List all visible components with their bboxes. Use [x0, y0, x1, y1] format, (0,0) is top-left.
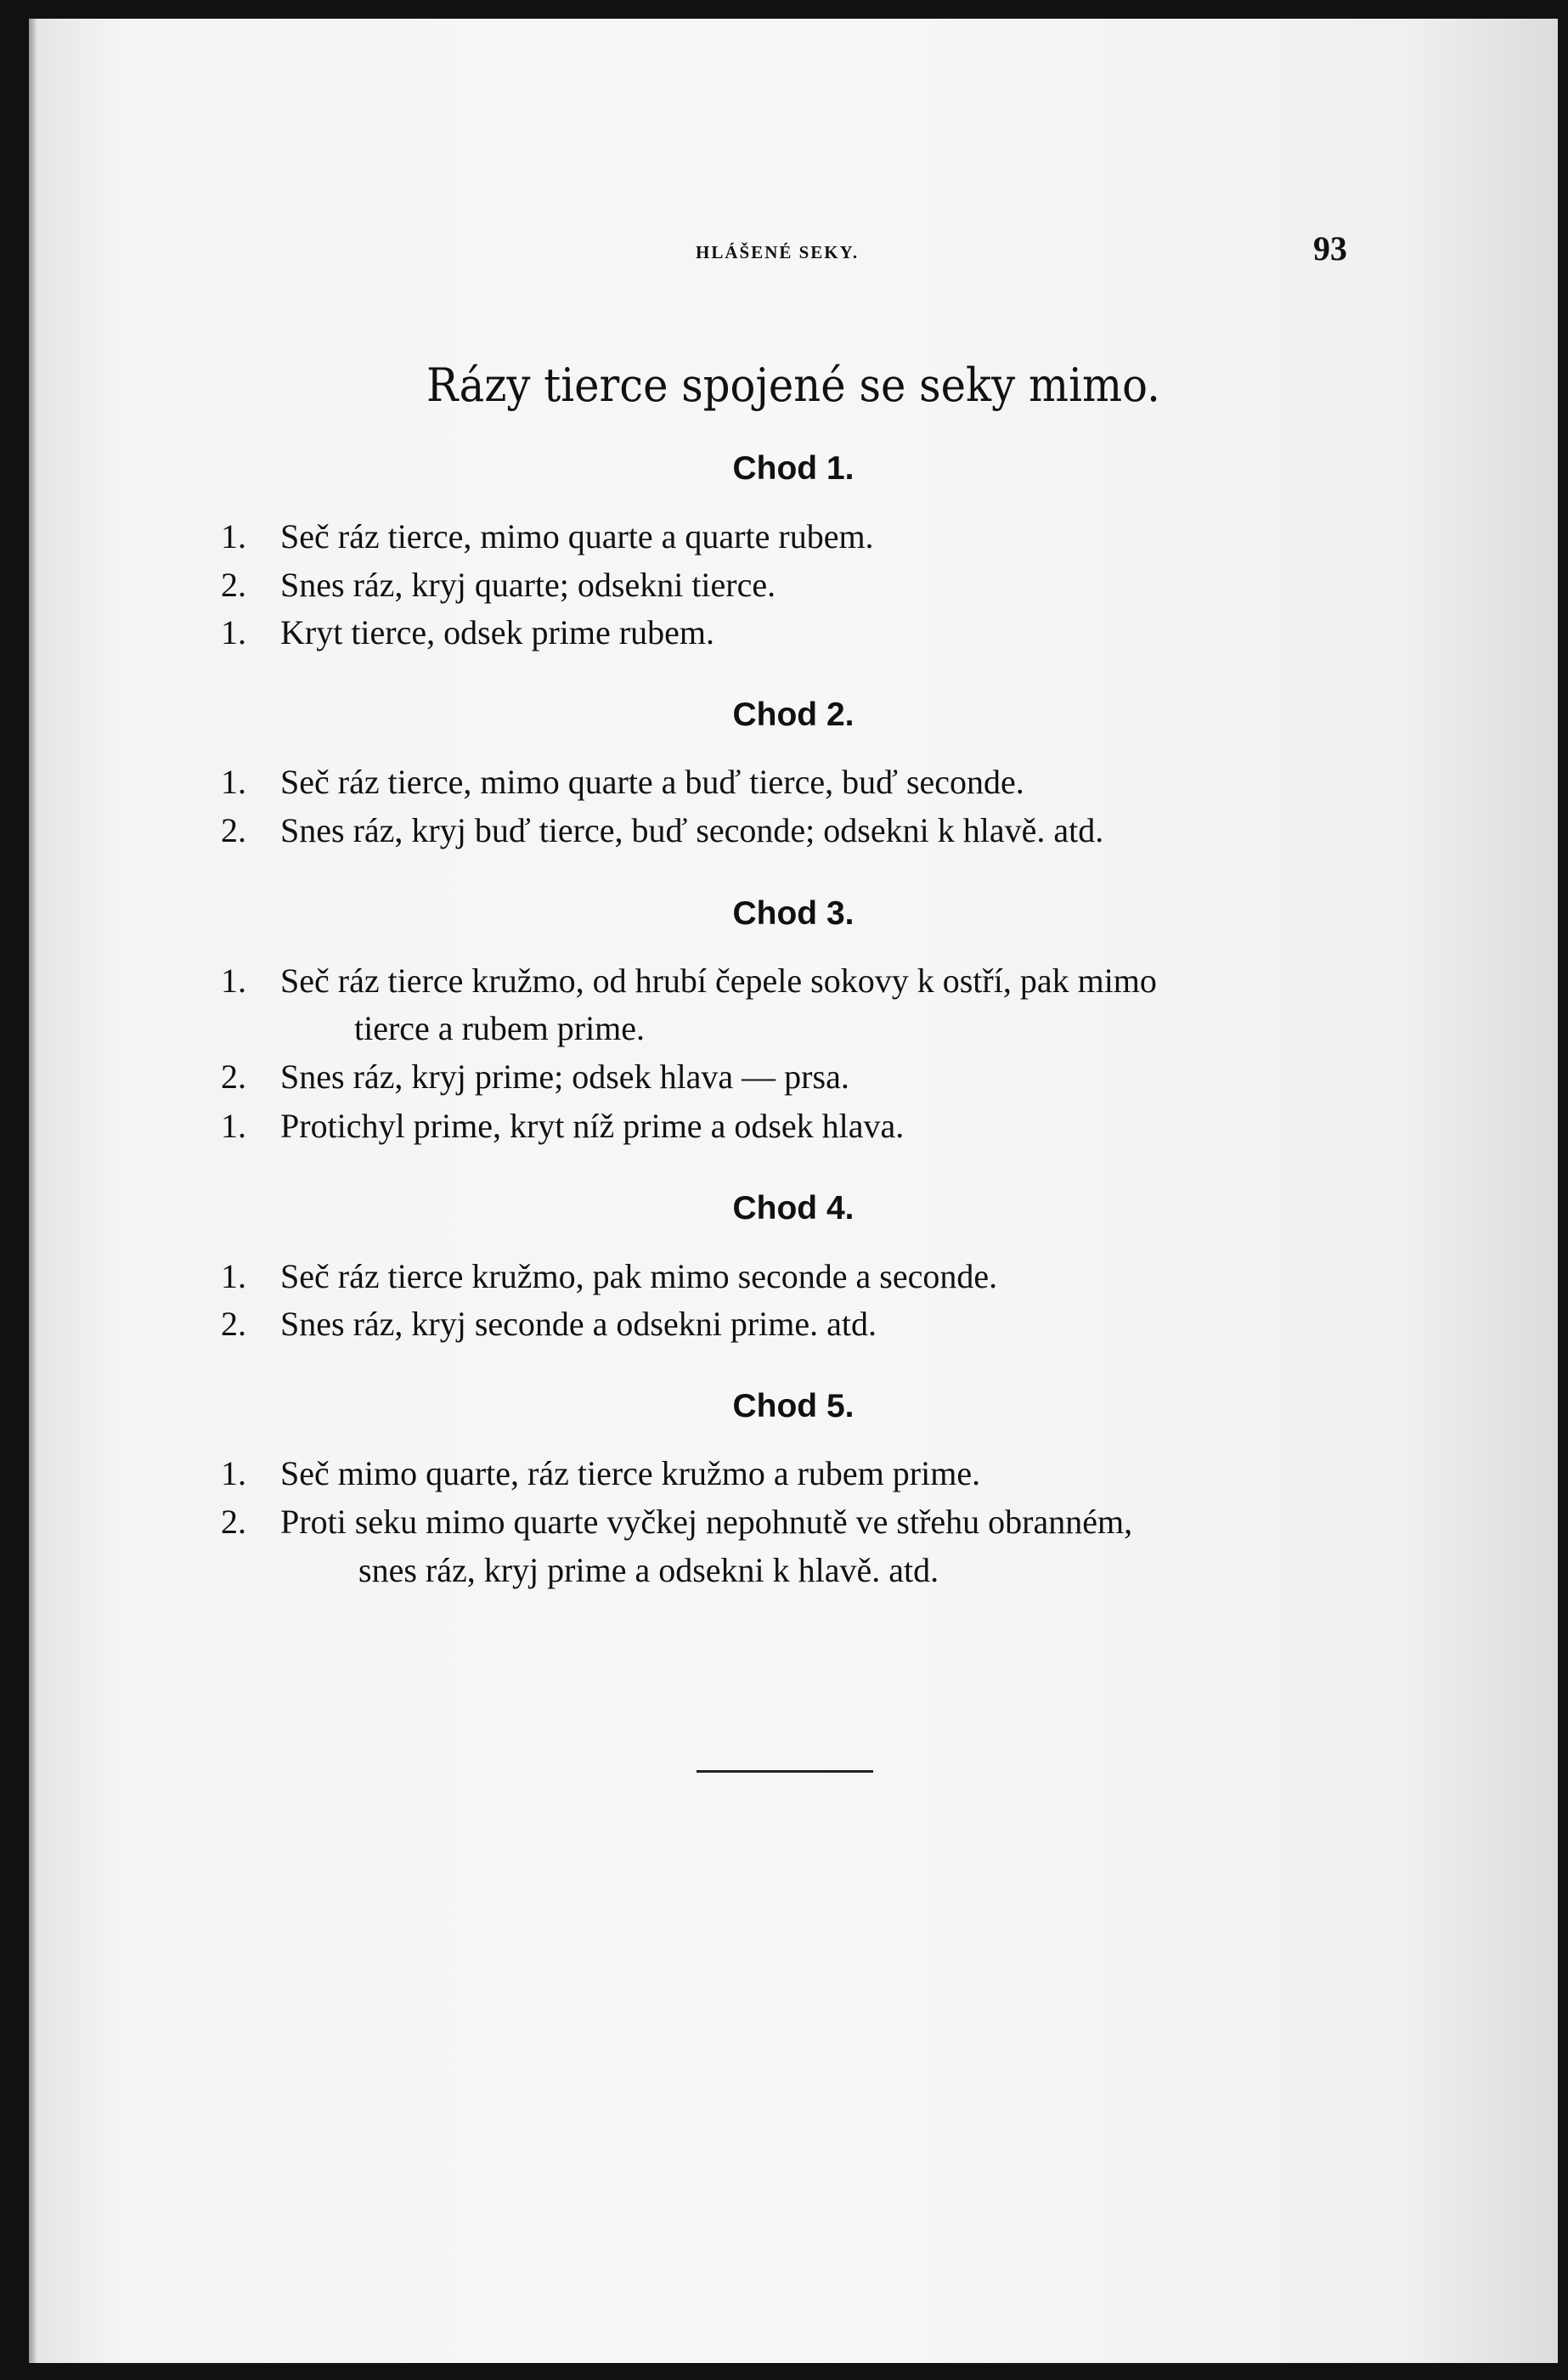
book-page [29, 19, 1558, 2363]
item-number: 2. [221, 1503, 246, 1541]
page-title: Rázy tierce spojené se seky mimo. [426, 358, 1160, 412]
item-text: Kryt tierce, odsek prime rubem. [280, 613, 714, 651]
item-number: 1. [221, 1454, 246, 1492]
item-number: 2. [221, 1305, 246, 1343]
item-text: Seč ráz tierce kružmo, pak mimo seconde a seconde. [280, 1257, 998, 1295]
section-heading: Chod 2. [732, 697, 855, 733]
section-heading: Chod 3. [732, 895, 855, 932]
item-number: 1. [221, 763, 246, 801]
item-text: Seč ráz tierce, mimo quarte a quarte rubem. [280, 517, 874, 556]
running-head-title: HLÁŠENÉ SEKY. [696, 242, 860, 262]
item-number: 2. [221, 1057, 246, 1096]
item-text: Snes ráz, kryj seconde a odsekni prime. atd. [280, 1305, 877, 1343]
item-text: Seč ráz tierce kružmo, od hrubí čepele sokovy k ostří, pak mimo [280, 962, 1157, 1000]
item-number: 1. [221, 1107, 246, 1145]
item-number: 1. [221, 517, 246, 556]
item-text: snes ráz, kryj prime a odsekni k hlavě. atd. [358, 1551, 939, 1589]
item-text: tierce a rubem prime. [354, 1009, 646, 1047]
item-text: Seč mimo quarte, ráz tierce kružmo a rubem prime. [280, 1454, 981, 1492]
item-number: 2. [221, 566, 246, 604]
item-number: 1. [221, 1257, 246, 1295]
page-number: 93 [1313, 229, 1347, 268]
item-number: 1. [221, 962, 246, 1000]
item-text: Protichyl prime, kryt níž prime a odsek hlava. [280, 1107, 905, 1145]
item-text: Snes ráz, kryj quarte; odsekni tierce. [280, 566, 776, 604]
item-number: 1. [221, 613, 246, 651]
item-text: Seč ráz tierce, mimo quarte a buď tierce, buď seconde. [280, 763, 1024, 801]
section-heading: Chod 1. [732, 450, 855, 487]
closing-rule [697, 1770, 873, 1773]
item-text: Snes ráz, kryj buď tierce, buď seconde; odsekni k hlavě. atd. [280, 811, 1104, 849]
section-heading: Chod 5. [732, 1388, 855, 1424]
item-text: Snes ráz, kryj prime; odsek hlava — prsa. [280, 1057, 849, 1096]
section-heading: Chod 4. [732, 1190, 855, 1227]
item-text: Proti seku mimo quarte vyčkej nepohnutě ve střehu obranném, [280, 1503, 1133, 1541]
item-number: 2. [221, 811, 246, 849]
